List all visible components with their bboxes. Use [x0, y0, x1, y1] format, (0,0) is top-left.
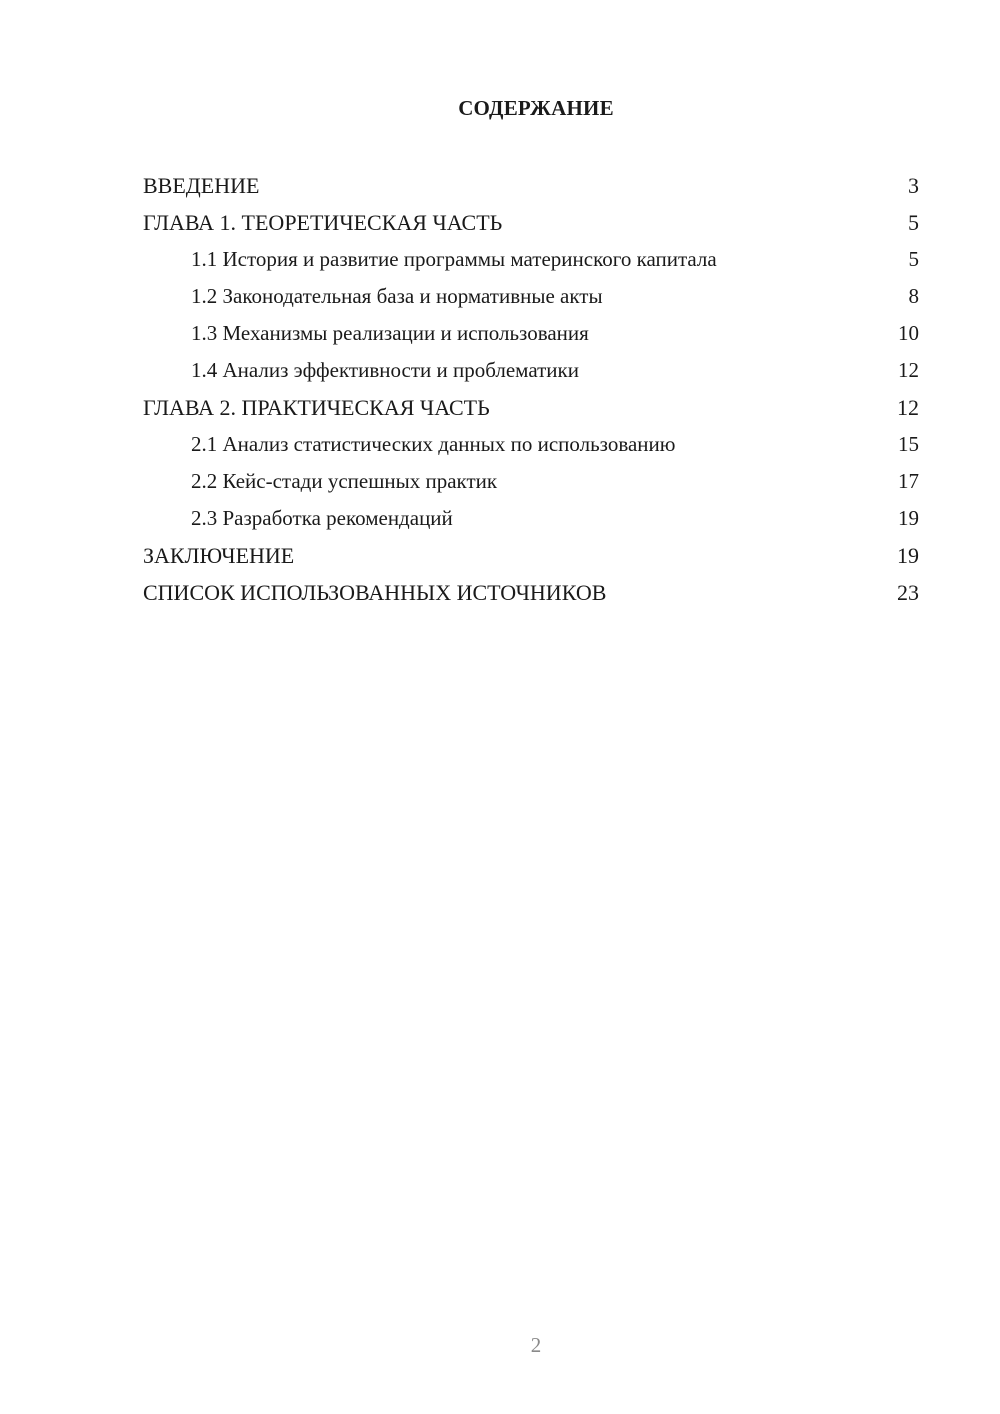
page-number: 2 — [530, 1333, 542, 1357]
toc-entry-label: 2.1 Анализ статистических данных по использованию — [191, 432, 676, 456]
toc-entry-section-1-3 — [143, 315, 919, 352]
toc-entry-label: 1.4 Анализ эффективности и проблематики — [191, 358, 579, 382]
toc-entry-references — [143, 574, 919, 611]
toc-entry-page: 19 — [898, 506, 919, 530]
toc-entry-chapter-1 — [143, 204, 919, 241]
toc-entry-section-1-4 — [143, 352, 919, 389]
toc-entry-page: 5 — [908, 247, 919, 271]
toc-entry-label: 1.1 История и развитие программы материнского капитала — [191, 247, 717, 271]
toc-entry-label: ГЛАВА 2. ПРАКТИЧЕСКАЯ ЧАСТЬ — [143, 395, 490, 420]
toc-entry-page: 12 — [897, 395, 919, 420]
toc-entry-section-2-1 — [143, 426, 919, 463]
toc-entry-label: ЗАКЛЮЧЕНИЕ — [143, 543, 295, 568]
toc-entry-section-1-1 — [143, 241, 919, 278]
toc-entry-page: 19 — [897, 543, 919, 568]
toc-entry-page: 15 — [898, 432, 919, 456]
toc-entry-page: 17 — [898, 469, 919, 493]
toc-entry-label: ГЛАВА 1. ТЕОРЕТИЧЕСКАЯ ЧАСТЬ — [143, 210, 503, 235]
toc-entry-label: 1.3 Механизмы реализации и использования — [191, 321, 589, 345]
toc-entry-label: 2.2 Кейс-стади успешных практик — [191, 469, 498, 493]
toc-entry-introduction — [143, 167, 919, 204]
toc-entry-page: 3 — [908, 173, 919, 198]
toc-entry-label: ВВЕДЕНИЕ — [143, 173, 260, 198]
toc-title: СОДЕРЖАНИЕ — [458, 96, 614, 120]
toc-entry-label: СПИСОК ИСПОЛЬЗОВАННЫХ ИСТОЧНИКОВ — [143, 580, 607, 605]
toc-entry-page: 23 — [897, 580, 919, 605]
toc-entry-section-2-3 — [143, 500, 919, 537]
toc-entry-chapter-2 — [143, 389, 919, 426]
toc-entry-conclusion — [143, 537, 919, 574]
table-of-contents — [143, 167, 919, 611]
toc-entry-page: 8 — [908, 284, 919, 308]
toc-entry-label: 1.2 Законодательная база и нормативные акты — [191, 284, 603, 308]
toc-entry-section-1-2 — [143, 278, 919, 315]
toc-entry-label: 2.3 Разработка рекомендаций — [191, 506, 453, 530]
toc-entry-page: 12 — [898, 358, 919, 382]
toc-entry-page: 5 — [908, 210, 919, 235]
toc-entry-section-2-2 — [143, 463, 919, 500]
toc-entry-page: 10 — [898, 321, 919, 345]
